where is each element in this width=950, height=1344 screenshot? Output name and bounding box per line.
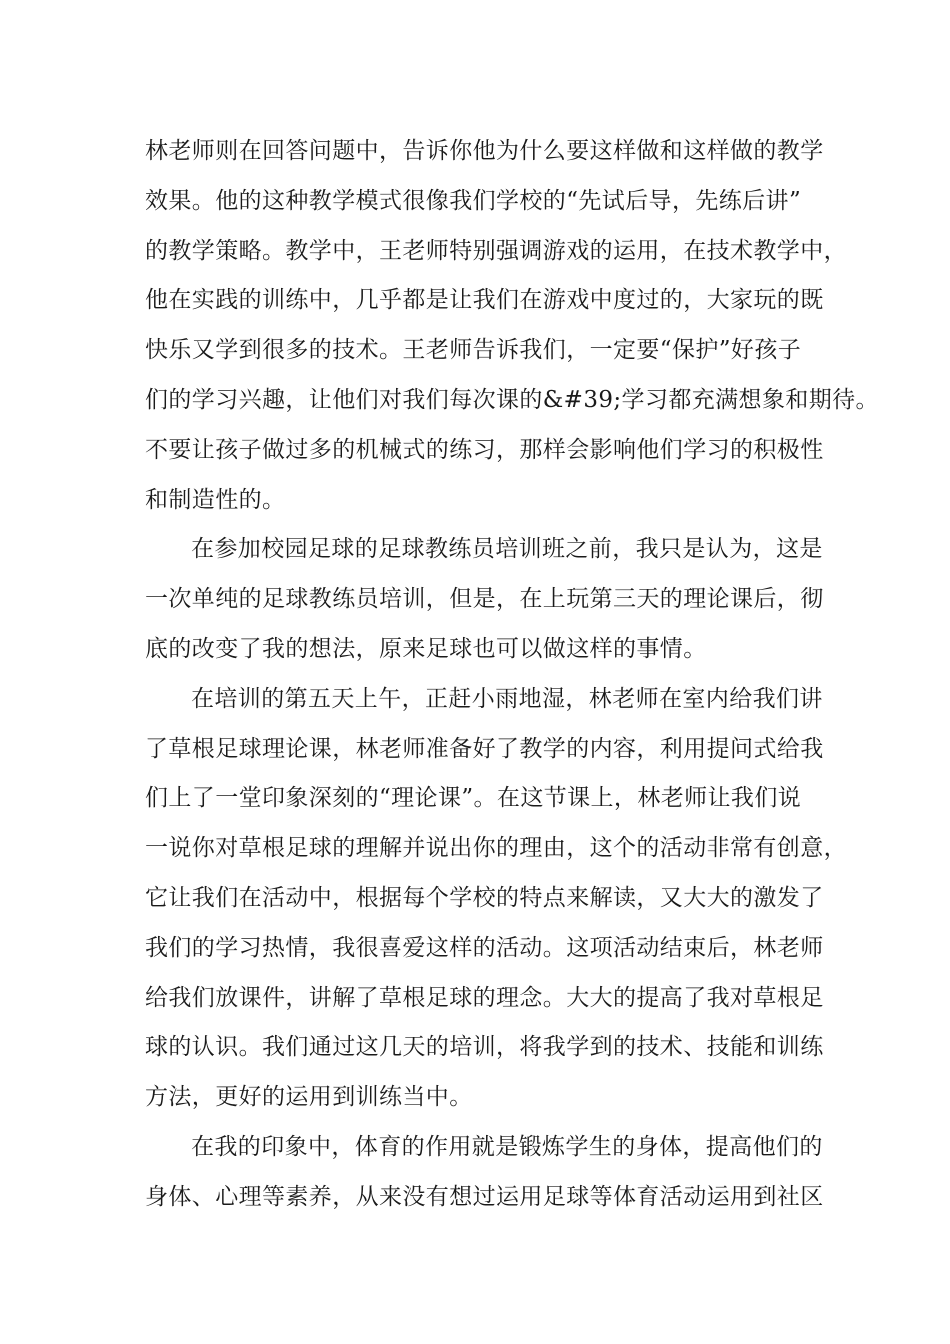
text-line: 了草根足球理论课，林老师准备好了教学的内容，利用提问式给我 — [145, 735, 824, 762]
paragraph-first-line: 在我的印象中，体育的作用就是锻炼学生的身体，提高他们的 — [191, 1133, 823, 1160]
text-line: 不要让孩子做过多的机械式的练习，那样会影响他们学习的积极性 — [145, 436, 824, 463]
text-line: 给我们放课件，讲解了草根足球的理念。大大的提高了我对草根足 — [145, 984, 824, 1011]
text-line: 我们的学习热情，我很喜爱这样的活动。这项活动结束后，林老师 — [145, 934, 824, 961]
text-line: 球的认识。我们通过这几天的培训，将我学到的技术、技能和训练 — [145, 1034, 824, 1061]
text-line: 林老师则在回答问题中，告诉你他为什么要这样做和这样做的教学 — [145, 138, 824, 164]
text-line: 他在实践的训练中，几乎都是让我们在游戏中度过的，大家玩的既 — [145, 287, 824, 314]
paragraph-first-line: 在培训的第五天上午，正赶小雨地湿，林老师在室内给我们讲 — [191, 685, 823, 712]
text-line: 效果。他的这种教学模式很像我们学校的“先试后导，先练后讲” — [145, 187, 802, 214]
text-line: 身体、心理等素养，从来没有想过运用足球等体育活动运用到社区 — [145, 1183, 824, 1210]
text-line: 方法，更好的运用到训练当中。 — [145, 1084, 473, 1111]
text-line: 快乐又学到很多的技术。王老师告诉我们，一定要“保护”好孩子 — [145, 337, 802, 364]
text-line: 的教学策略。教学中，王老师特别强调游戏的运用，在技术教学中， — [145, 237, 847, 264]
text-line: 一次单纯的足球教练员培训，但是，在上玩第三天的理论课后，彻 — [145, 586, 824, 613]
text-line: 们上了一堂印象深刻的“理论课”。在这节课上，林老师让我们说 — [145, 785, 802, 812]
text-line: 底的改变了我的想法，原来足球也可以做这样的事情。 — [145, 635, 707, 662]
text-line: 和制造性的。 — [145, 486, 286, 513]
text-line: 一说你对草根足球的理解并说出你的理由，这个的活动非常有创意， — [145, 835, 847, 862]
body-text — [145, 127, 879, 1223]
text-line: 它让我们在活动中，根据每个学校的特点来解读，又大大的激发了 — [145, 884, 824, 911]
paragraph-first-line: 在参加校园足球的足球教练员培训班之前，我只是认为，这是 — [191, 536, 823, 563]
text-line: 们的学习兴趣，让他们对我们每次课的&#39;学习都充满想象和期待。 — [145, 386, 879, 413]
